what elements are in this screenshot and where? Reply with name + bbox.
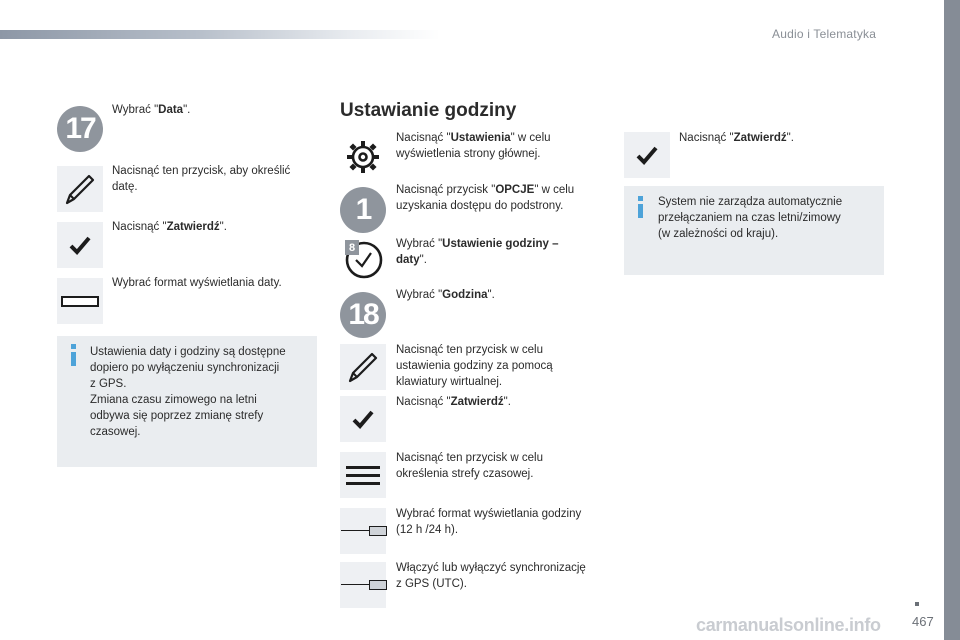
checkmark-icon — [69, 235, 91, 255]
pencil-icon — [346, 350, 380, 384]
page-dot — [915, 602, 919, 606]
confirm-button[interactable] — [57, 222, 103, 268]
time-pencil-text: Nacisnąć ten przycisk w celu ustawienia godziny za pomocą klawiatury wirtualnej. — [396, 344, 553, 388]
time-date-text: Wybrać "Ustawienie godziny – daty". — [396, 238, 559, 266]
time-format-text: Wybrać format wyświetlania godziny (12 h /24 h). — [396, 508, 582, 536]
checkmark-icon — [636, 145, 658, 165]
checkmark-icon — [352, 409, 374, 429]
time-date-settings-button[interactable] — [340, 236, 386, 282]
info-icon — [71, 344, 76, 366]
header-decoration-bar — [0, 30, 440, 39]
confirm-text: Nacisnąć "Zatwierdź". — [112, 221, 227, 233]
step-badge-small: 8 — [345, 240, 359, 255]
section-title: Ustawianie godziny — [340, 100, 517, 121]
info-text: Ustawienia daty i godziny są dostępne dopiero po wyłączeniu synchronizacji z GPS. Zmiana czasu zimowego na letni odbywa się poprzez zmianę strefy czasowej. — [90, 346, 286, 438]
info-text: System nie zarządza automatycznie przełączaniem na czas letni/zimowy (w zależności od kraju). — [658, 196, 843, 240]
watermark: carmanualsonline.info — [696, 615, 881, 635]
pencil-button[interactable] — [57, 166, 103, 212]
step-17-text: Wybrać "Data". — [112, 104, 191, 116]
page-edge-bar — [944, 0, 960, 640]
header-title: Audio i Telematyka — [772, 27, 877, 41]
pencil-icon — [63, 172, 97, 206]
time-confirm-text: Nacisnąć "Zatwierdź". — [396, 396, 511, 408]
slider-icon — [341, 580, 385, 590]
timezone-button[interactable] — [340, 452, 386, 498]
info-box-timezone — [624, 186, 884, 275]
info-icon — [638, 196, 643, 218]
time-pencil-button[interactable] — [340, 344, 386, 390]
format-bar-icon — [61, 296, 99, 307]
pencil-text: Nacisnąć ten przycisk, aby określić datę. — [112, 165, 291, 193]
list-icon — [346, 461, 380, 490]
step-17-badge: 17 — [57, 106, 103, 152]
timezone-text: Nacisnąć ten przycisk w celu określenia strefy czasowej. — [396, 452, 543, 480]
settings-button[interactable] — [340, 134, 386, 180]
info-box-date — [57, 336, 317, 467]
time-confirm-button[interactable] — [340, 396, 386, 442]
date-format-button[interactable] — [57, 278, 103, 324]
step-1-text: Nacisnąć przycisk "OPCJE" w celu uzyskania dostępu do podstrony. — [396, 184, 575, 212]
slider-icon — [341, 526, 385, 536]
step-18-text: Wybrać "Godzina". — [396, 289, 495, 301]
gps-sync-text: Włączyć lub wyłączyć synchronizację z GPS (UTC). — [396, 562, 586, 590]
gps-sync-toggle[interactable] — [340, 562, 386, 608]
step-18-badge: 18 — [340, 292, 386, 338]
final-confirm-button[interactable] — [624, 132, 670, 178]
date-format-text: Wybrać format wyświetlania daty. — [112, 277, 282, 289]
settings-text: Nacisnąć "Ustawienia" w celu wyświetlenia strony głównej. — [396, 132, 551, 160]
step-1-badge: 1 — [340, 187, 386, 233]
final-confirm-text: Nacisnąć "Zatwierdź". — [679, 132, 794, 144]
gear-icon — [345, 139, 381, 175]
time-format-toggle[interactable] — [340, 508, 386, 554]
page-number: 467 — [912, 614, 934, 629]
